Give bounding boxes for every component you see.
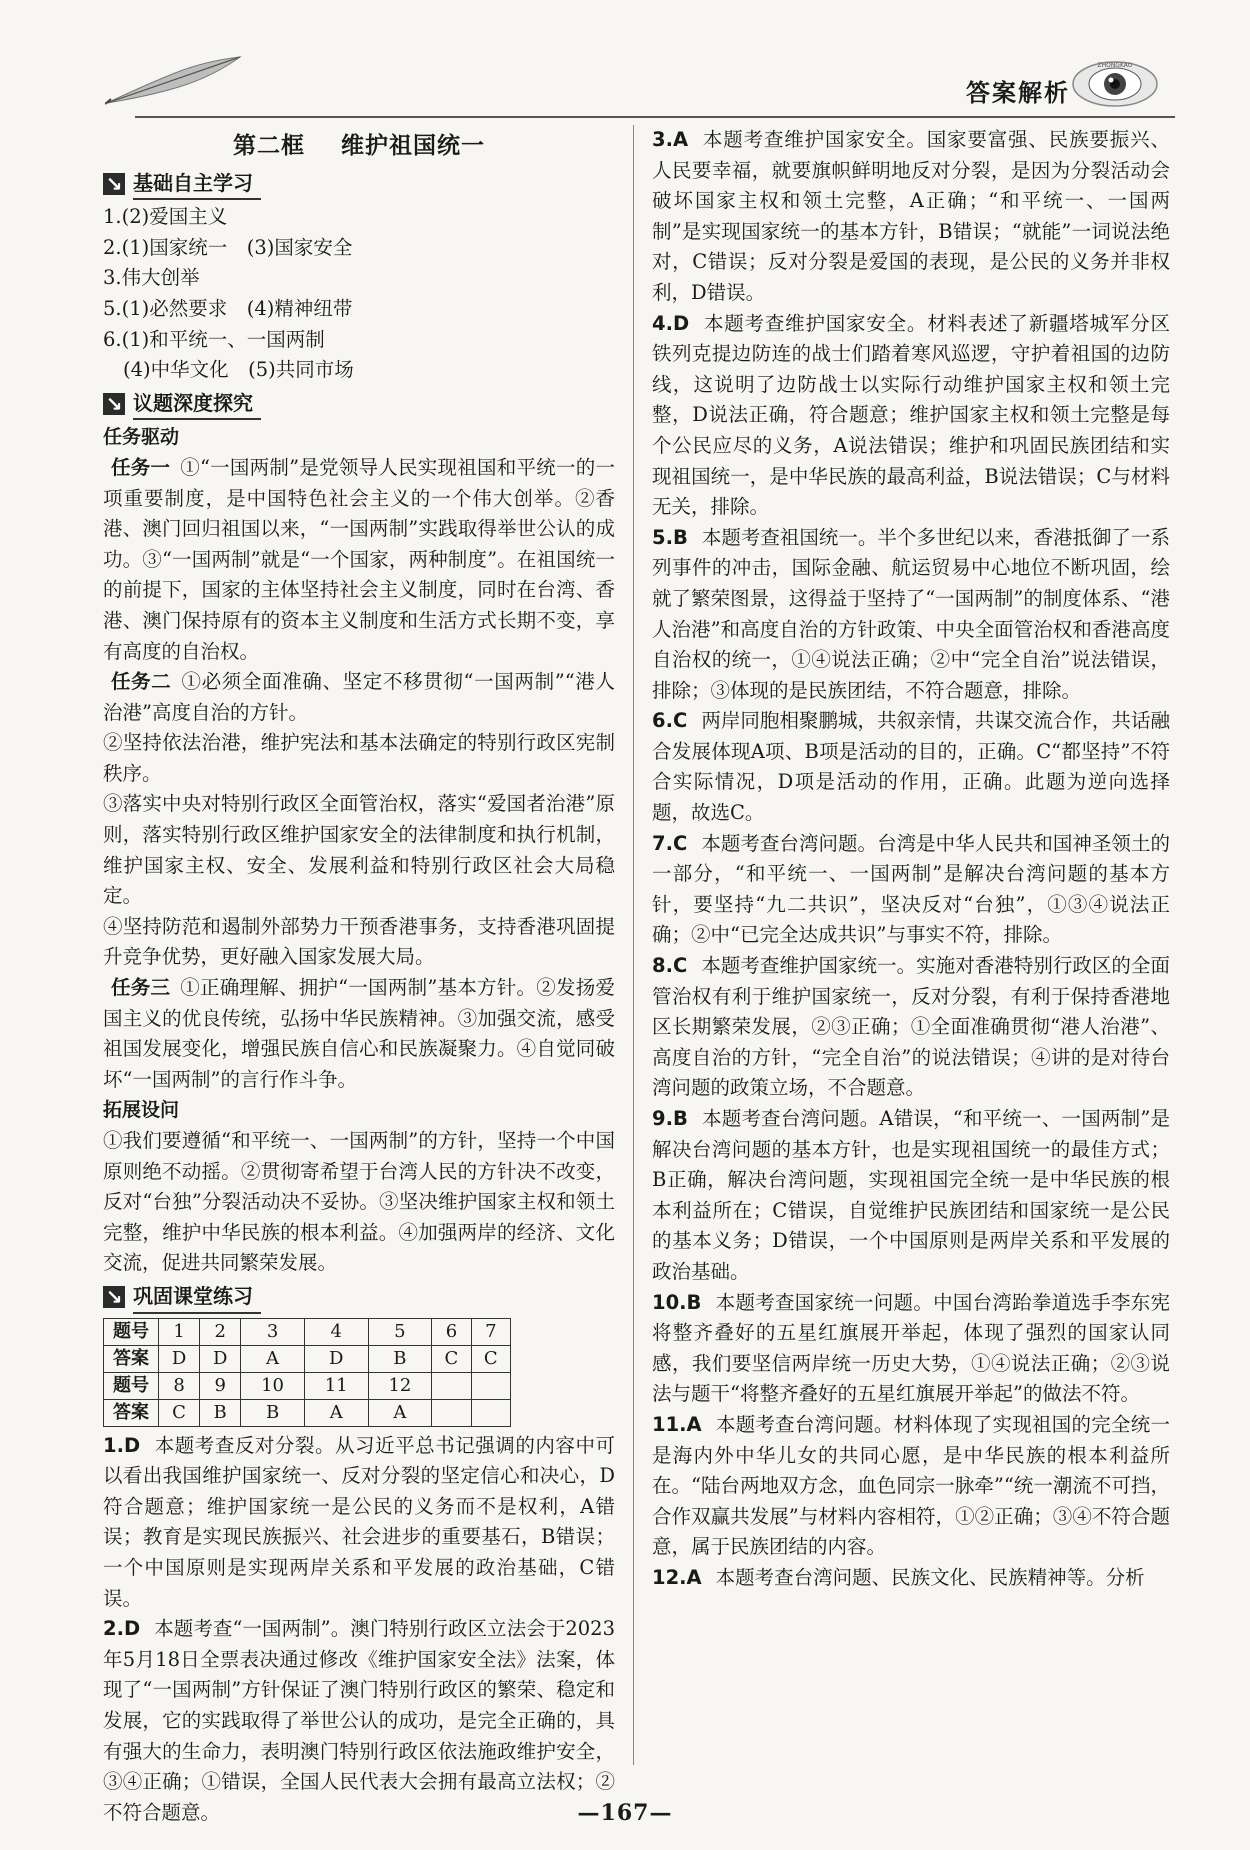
table-cell: 3 [241,1318,305,1345]
table-cell: B [368,1345,432,1372]
column-divider [633,125,634,1765]
table-cell: 1 [159,1318,200,1345]
explanation-item: 8.C 本题考查维护国家统一。实施对香港特别行政区的全面管治权有利于维护国家统一，反对分裂，有利于保持香港地区长期繁荣发展，②③正确；①全面准确贯彻“港人治港”、高度自治的方针，“完全自治”的说法错误；④讲的是对待台湾问题的政策立场，不合题意。 [652,954,1170,1100]
explanation-item: 4.D 本题考查维护国家安全。材料表述了新疆塔城军分区铁列克提边防连的战士们踏着寒风巡逻，守护着祖国的边防线，这说明了边防战士以实际行动维护国家主权和领土完整，D说法正确，符合题意；维护国家主权和领土完整是每个公民应尽的义务，A说法错误；维护和巩固民族团结和实现祖国统一，是中华民族的最高利益，B说法错误；C与材料无关，排除。 [652,311,1170,519]
explanation-item: 3.A 本题考查维护国家安全。国家要富强、民族要振兴、人民要幸福，就要旗帜鲜明地反对分裂，是因为分裂活动会破坏国家主权和领土完整，A正确；“和平统一、一国两制”是实现国家统一的基本方针，B错误；“就能”一词说法绝对，C错误；反对分裂是爱国的表现，是公民的义务并非权利，D错误。 [652,128,1170,304]
explanation-item: 9.B 本题考查台湾问题。A错误，“和平统一、一国两制”是解决台湾问题的基本方针，也是实现祖国统一的最佳方式；B正确，解决台湾问题，实现祖国完全统一是中华民族的根本利益所在；C错误，自觉维护民族团结和国家统一是公民的基本义务；D错误，一个中国原则是两岸关系和平发展的政治基础。 [652,1107,1170,1283]
explanation-item: 6.C 两岸同胞相聚鹏城，共叙亲情，共谋交流合作，共话融合发展体现A项、B项是活动的目的，正确。C“都坚持”不符合实际情况，D项是活动的作用，正确。此题为逆向选择题，故选C。 [652,709,1170,825]
table-cell: D [159,1345,200,1372]
header-title: 答案解析 [966,79,1070,107]
quill-pen-icon [105,55,245,105]
table-header-cell: 答案 [104,1345,159,1372]
table-cell: A [241,1345,305,1372]
table-cell [432,1399,471,1426]
task2-item: ③落实中央对特别行政区全面管治权，落实“爱国者治港”原则，落实特别行政区维护国家安全的法律制度和执行机制，维护国家主权、安全、发展利益和特别行政区社会大局稳定。 [103,792,615,908]
table-cell [471,1399,510,1426]
right-column [652,125,1170,1594]
table-cell [471,1372,510,1399]
explanation-item: 7.C 本题考查台湾问题。台湾是中华人民共和国神圣领土的一部分，“和平统一、一国两制”是解决台湾问题的基本方针，要坚持“九二共识”，坚决反对“台独”，①③④说法正确；②中“已完全达成共识”与事实不符，排除。 [652,831,1170,947]
table-header-cell: 答案 [104,1399,159,1426]
table-cell: A [368,1399,432,1426]
basic-line: 6.(1)和平统一、一国两制 [103,327,325,351]
section-title: 第二框 维护祖国统一 [233,133,485,159]
eye-logo-icon [1070,59,1160,109]
table-cell: B [200,1399,241,1426]
task2-item: ④坚持防范和遏制外部势力干预香港事务，支持香港巩固提升竞争优势，更好融入国家发展大局。 [103,914,615,969]
table-cell: B [241,1399,305,1426]
drive-heading: 任务驱动 [103,426,180,449]
basic-line: 1.(2)爱国主义 [103,205,228,229]
basic-line: 5.(1)必然要求 (4)精神纽带 [103,296,353,320]
table-cell: D [304,1345,368,1372]
check-arrow-icon: ↘ [103,173,125,195]
table-cell: 12 [368,1372,432,1399]
table-cell: 4 [304,1318,368,1345]
check-arrow-icon: ↘ [103,393,125,415]
table-cell: A [304,1399,368,1426]
table-cell: 9 [200,1372,241,1399]
table-cell: 10 [241,1372,305,1399]
table-cell: 8 [159,1372,200,1399]
eye-logo-text: ZHONGKAO [1097,62,1133,69]
answer-table [103,1318,511,1427]
left-column [103,125,615,1828]
explanation-item: 1.D 本题考查反对分裂。从习近平总书记强调的内容中可以看出我国维护国家统一、反对分裂的坚定信心和决心，D符合题意；维护国家统一是公民的义务而不是权利，A错误；教育是实现民族振兴、社会进步的重要基石，B错误；一个中国原则是实现两岸关系和平发展的政治基础，C错误。 [103,1433,615,1610]
task1-paragraph: 任务一 ①“一国两制”是党领导人民实现祖国和平统一的一项重要制度，是中国特色社会主义的一个伟大创举。②香港、澳门回归祖国以来，“一国两制”实践取得举世公认的成功。③“一国两制”就是“一个国家，两种制度”。在祖国统一的前提下，国家的主体坚持社会主义制度，同时在台湾、香港、澳门保持原有的资本主义制度和生活方式长期不变，享有高度的自治权。 [103,455,615,663]
deep-heading: ↘ 议题深度探究 [103,388,615,421]
table-cell: D [200,1345,241,1372]
check-arrow-icon: ↘ [103,1286,125,1308]
table-cell: C [432,1345,471,1372]
table-row [104,1318,511,1345]
extend-heading: 拓展设问 [103,1099,180,1122]
page-header [95,55,1175,115]
extend-paragraph: ①我们要遵循“和平统一、一国两制”的方针，坚持一个中国原则绝不动摇。②贯彻寄希望于台湾人民的方针决不改变，反对“台独”分裂活动决不妥协。③坚决维护国家主权和领土完整，维护中华民族的根本利益。④加强两岸的经济、文化交流，促进共同繁荣发展。 [103,1129,615,1275]
basic-line: 2.(1)国家统一 (3)国家安全 [103,235,353,259]
explanation-item: 11.A 本题考查台湾问题。材料体现了实现祖国的完全统一是海内外中华儿女的共同心愿，是中华民族的根本利益所在。“陆台两地双方念，血色同宗一脉牵”“统一潮流不可挡，合作双赢共发展”与材料内容相符，①②正确；③④不符合题意，属于民族团结的内容。 [652,1412,1170,1559]
task3-paragraph: 任务三 ①正确理解、拥护“一国两制”基本方针。②发扬爱国主义的优良传统，弘扬中华民族精神。③加强交流，感受祖国发展变化，增强民族自信心和民族凝聚力。④自觉同破坏“一国两制”的言行作斗争。 [103,976,615,1091]
basic-line: 3.伟大创举 [103,266,200,290]
basic-line: (4)中华文化 (5)共同市场 [123,358,354,382]
table-cell: C [159,1399,200,1426]
table-row [104,1372,511,1399]
page-number: —167— [577,1800,673,1826]
table-cell: C [471,1345,510,1372]
table-header-cell: 题号 [104,1372,159,1399]
explanation-item: 10.B 本题考查国家统一问题。中国台湾跆拳道选手李东宪将整齐叠好的五星红旗展开举起，体现了强烈的国家认同感，我们要坚信两岸统一历史大势，①④说法正确；②③说法与题干“将整齐叠好的五星红旗展开举起”的做法不符。 [652,1290,1170,1406]
table-cell: 2 [200,1318,241,1345]
table-cell [432,1372,471,1399]
task2-item: ②坚持依法治港，维护宪法和基本法确定的特别行政区宪制秩序。 [103,731,615,785]
table-row [104,1399,511,1426]
explanation-item: 12.A 本题考查台湾问题、民族文化、民族精神等。分析 [652,1565,1145,1589]
basic-heading: ↘ 基础自主学习 [103,168,615,201]
table-row [104,1345,511,1372]
table-cell: 7 [471,1318,510,1345]
table-cell: 11 [304,1372,368,1399]
explanation-item: 5.B 本题考查祖国统一。半个多世纪以来，香港抵御了一系列事件的冲击，国际金融、航运贸易中心地位不断巩固，绘就了繁荣图景，这得益于坚持了“一国两制”的制度体系、“港人治港”和高度自治的方针政策、中央全面管治权和香港高度自治权的统一，①④说法正确；②中“完全自治”说法错误，排除；③体现的是民族团结，不符合题意，排除。 [652,525,1170,702]
table-cell: 5 [368,1318,432,1345]
practice-heading: ↘ 巩固课堂练习 [103,1281,615,1314]
task2-paragraph: 任务二 ①必须全面准确、坚定不移贯彻“一国两制”“港人治港”高度自治的方针。 [103,670,615,724]
header-rule [135,116,1175,118]
table-cell: 6 [432,1318,471,1345]
table-header-cell: 题号 [104,1318,159,1345]
explanation-item: 2.D 本题考查“一国两制”。澳门特别行政区立法会于2023年5月18日全票表决通过修改《维护国家安全法》法案，体现了“一国两制”方针保证了澳门特别行政区的繁荣、稳定和发展，它的实践取得了举世公认的成功，是完全正确的，具有强大的生命力，表明澳门特别行政区依法施政维护安全，③④正确；①错误，全国人民代表大会拥有最高立法权；②不符合题意。 [103,1617,615,1824]
